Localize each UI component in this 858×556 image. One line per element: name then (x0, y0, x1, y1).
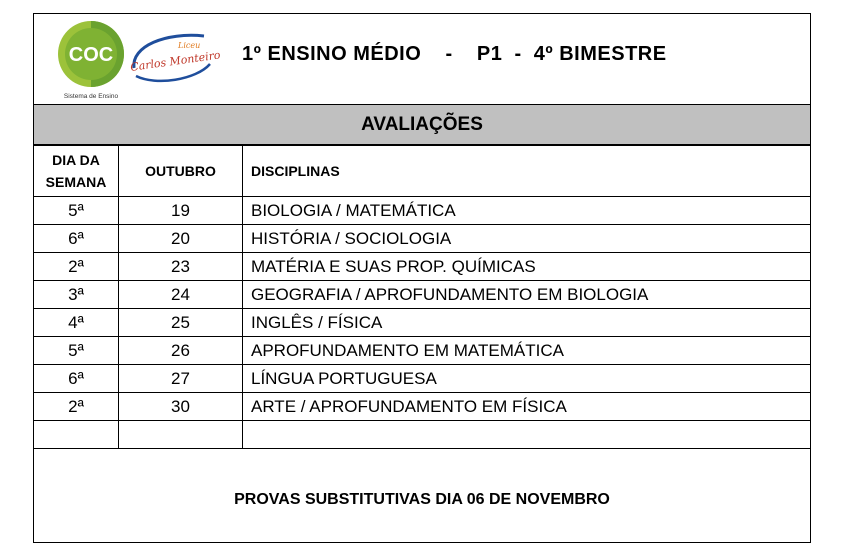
row-subject: INGLÊS / FÍSICA (243, 309, 811, 337)
row-subject: MATÉRIA E SUAS PROP. QUÍMICAS (243, 253, 811, 281)
row-date: 20 (119, 225, 243, 253)
row-date: 27 (119, 365, 243, 393)
row-date: 25 (119, 309, 243, 337)
row-day: 2ª (34, 253, 119, 281)
substitute-exams-note: PROVAS SUBSTITUTIVAS DIA 06 DE NOVEMBRO (234, 491, 610, 508)
row-subject: HISTÓRIA / SOCIOLOGIA (243, 225, 811, 253)
row-day: 2ª (34, 393, 119, 421)
row-subject: ARTE / APROFUNDAMENTO EM FÍSICA (243, 393, 811, 421)
row-day: 6ª (34, 225, 119, 253)
row-day: 5ª (34, 197, 119, 225)
empty-cell (243, 421, 811, 449)
header-subjects: DISCIPLINAS (243, 146, 811, 197)
table-row-empty (34, 421, 810, 449)
svg-text:Liceu: Liceu (178, 41, 201, 50)
row-date: 26 (119, 337, 243, 365)
row-day: 5ª (34, 337, 119, 365)
table-row (34, 197, 810, 225)
table-row (34, 365, 810, 393)
row-date: 23 (119, 253, 243, 281)
schedule-table (34, 145, 810, 449)
header (34, 14, 810, 104)
liceu-carlos-monteiro-logo (126, 28, 222, 86)
empty-cell (34, 421, 119, 449)
row-subject: BIOLOGIA / MATEMÁTICA (243, 197, 811, 225)
table-row (34, 281, 810, 309)
table-row (34, 225, 810, 253)
table-row (34, 337, 810, 365)
svg-text:Carlos Monteiro: Carlos Monteiro (129, 48, 222, 74)
table-header-row (34, 146, 810, 197)
page-title: 1º ENSINO MÉDIO - P1 - 4º BIMESTRE (242, 43, 667, 65)
row-day: 3ª (34, 281, 119, 309)
row-day: 6ª (34, 365, 119, 393)
table-row (34, 393, 810, 421)
header-day: DIA DA SEMANA (34, 146, 119, 197)
row-date: 30 (119, 393, 243, 421)
row-subject: LÍNGUA PORTUGUESA (243, 365, 811, 393)
row-date: 19 (119, 197, 243, 225)
header-month: OUTUBRO (119, 146, 243, 197)
table-row (34, 253, 810, 281)
table-row (34, 309, 810, 337)
schedule-sheet (33, 13, 811, 543)
empty-cell (119, 421, 243, 449)
row-day: 4ª (34, 309, 119, 337)
svg-text:COC: COC (68, 44, 114, 66)
coc-logo (55, 20, 127, 100)
svg-text:Sistema de Ensino: Sistema de Ensino (63, 93, 119, 100)
row-subject: GEOGRAFIA / APROFUNDAMENTO EM BIOLOGIA (243, 281, 811, 309)
row-subject: APROFUNDAMENTO EM MATEMÁTICA (243, 337, 811, 365)
section-band: AVALIAÇÕES (34, 104, 810, 145)
row-date: 24 (119, 281, 243, 309)
